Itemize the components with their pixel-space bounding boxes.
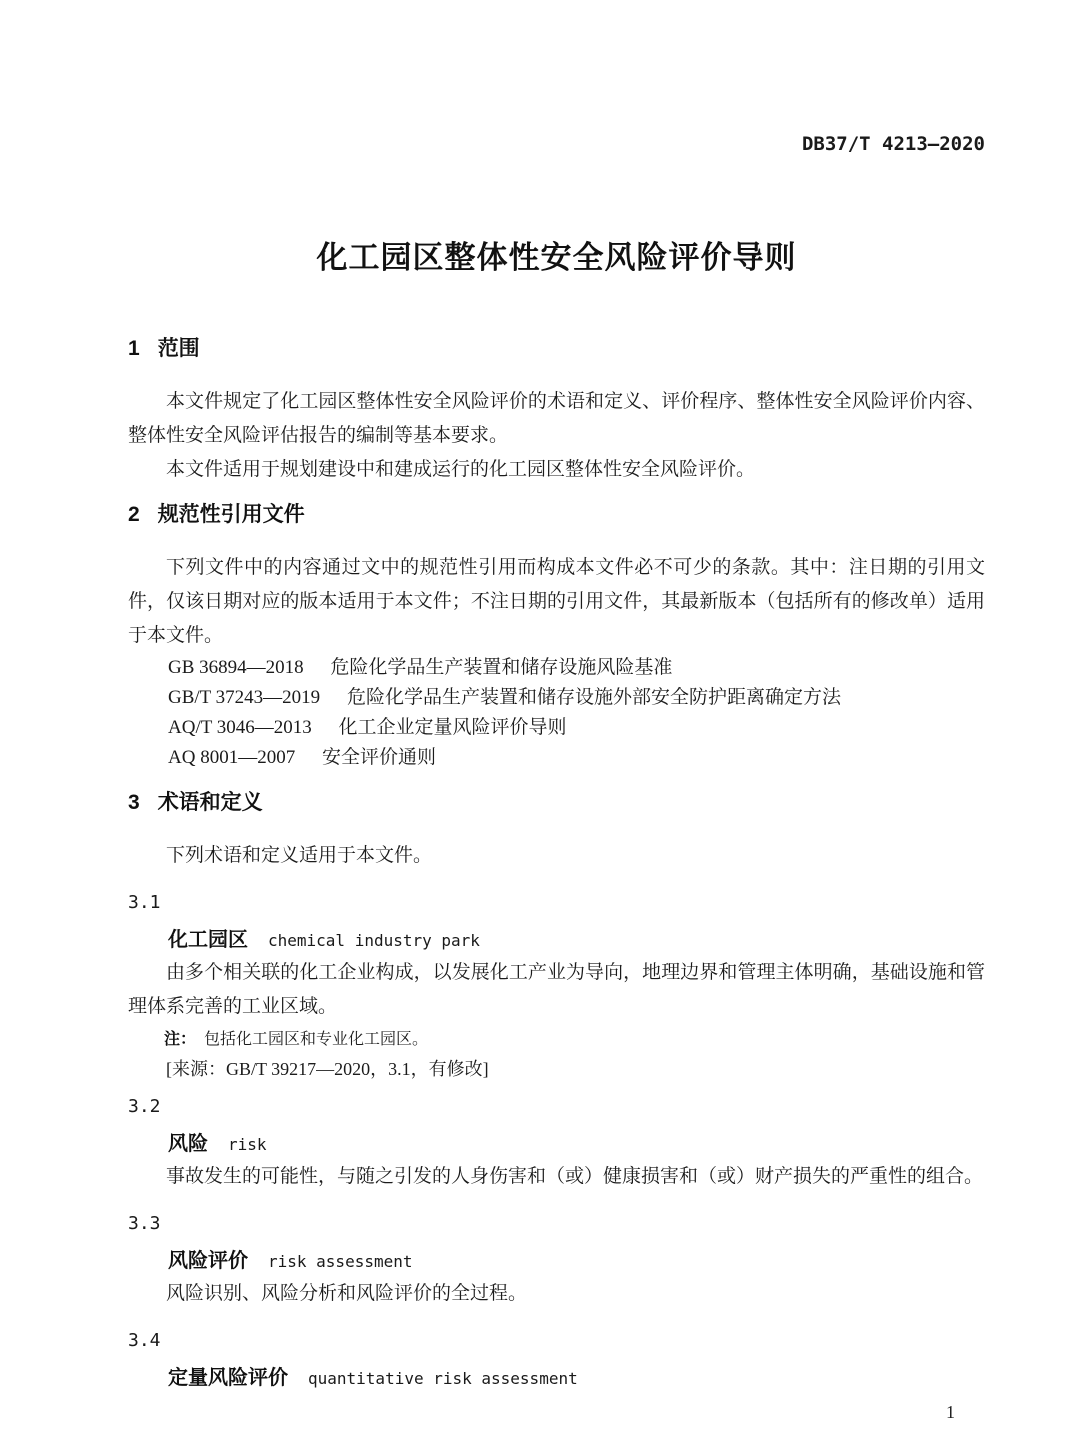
reference-name: 安全评价通则 [321, 747, 436, 768]
term-number: 3.3 [128, 1213, 161, 1234]
term-name-en: risk assessment [268, 1252, 413, 1271]
reference-code: GB 36894—2018 [168, 657, 304, 678]
clause-2-title: 规范性引用文件 [157, 503, 305, 526]
term-name-cn: 风险评价 [168, 1250, 248, 1272]
scope-paragraph-2: 本文件适用于规划建设中和建成运行的化工园区整体性安全风险评价。 [166, 459, 756, 480]
clause-3-number: 3 [128, 791, 140, 814]
term-definition: 风险识别、风险分析和风险评价的全过程。 [166, 1283, 528, 1304]
reference-item [128, 713, 985, 743]
reference-code: AQ 8001—2007 [168, 747, 296, 768]
reference-item [128, 653, 985, 683]
term-note [128, 1028, 985, 1052]
term-name-line [128, 1247, 985, 1277]
terms-intro: 下列术语和定义适用于本文件。 [166, 845, 433, 866]
reference-item [128, 683, 985, 713]
clause-1-title: 范围 [157, 337, 200, 360]
normative-references-intro: 下列文件中的内容通过文中的规范性引用而构成本文件必不可少的条款。其中：注日期的引用文件，仅该日期对应的版本适用于本文件；不注日期的引用文件，其最新版本（包括所有的修改单）适用于本文件。 [128, 557, 985, 646]
term-name-line [128, 926, 985, 956]
doc-code: DB37/T 4213—2020 [801, 133, 985, 155]
term-number: 3.2 [128, 1096, 161, 1117]
scope-paragraph-1: 本文件规定了化工园区整体性安全风险评价的术语和定义、评价程序、整体性安全风险评价内容、整体性安全风险评估报告的编制等基本要求。 [128, 391, 985, 446]
clause-2-number: 2 [128, 503, 140, 526]
clause-2-heading [128, 501, 985, 529]
reference-name: 危险化学品生产装置和储存设施风险基准 [330, 657, 673, 678]
reference-name: 化工企业定量风险评价导则 [338, 717, 567, 738]
term-name-cn: 定量风险评价 [168, 1367, 288, 1389]
term-definition: 由多个相关联的化工企业构成，以发展化工产业为导向，地理边界和管理主体明确，基础设施和管理体系完善的工业区域。 [128, 962, 985, 1017]
clause-1-number: 1 [128, 337, 140, 360]
term-name-line [128, 1364, 985, 1394]
note-label: 注： [164, 1031, 197, 1048]
term-number: 3.1 [128, 892, 161, 913]
reference-item [128, 743, 985, 773]
reference-code: GB/T 37243—2019 [168, 687, 321, 708]
term-name-en: risk [228, 1135, 267, 1154]
clause-1-heading [128, 335, 985, 363]
page-title: 化工园区整体性安全风险评价导则 [316, 240, 797, 275]
reference-code: AQ/T 3046—2013 [168, 717, 312, 738]
term-source: [来源：GB/T 39217—2020，3.1，有修改] [166, 1059, 489, 1079]
term-name-line [128, 1130, 985, 1160]
term-definition: 事故发生的可能性，与随之引发的人身伤害和（或）健康损害和（或）财产损失的严重性的组合。 [166, 1166, 984, 1187]
term-name-cn: 化工园区 [168, 929, 248, 951]
term-name-en: chemical industry park [268, 931, 480, 950]
note-text: 包括化工园区和专业化工园区。 [204, 1031, 429, 1048]
clause-3-heading [128, 789, 985, 817]
clause-3-title: 术语和定义 [157, 791, 263, 814]
reference-name: 危险化学品生产装置和储存设施外部安全防护距离确定方法 [346, 687, 841, 708]
page-content [0, 132, 1080, 1394]
page-number: 1 [946, 1402, 955, 1422]
term-name-cn: 风险 [168, 1133, 208, 1155]
term-number: 3.4 [128, 1330, 161, 1351]
term-name-en: quantitative risk assessment [308, 1369, 578, 1388]
